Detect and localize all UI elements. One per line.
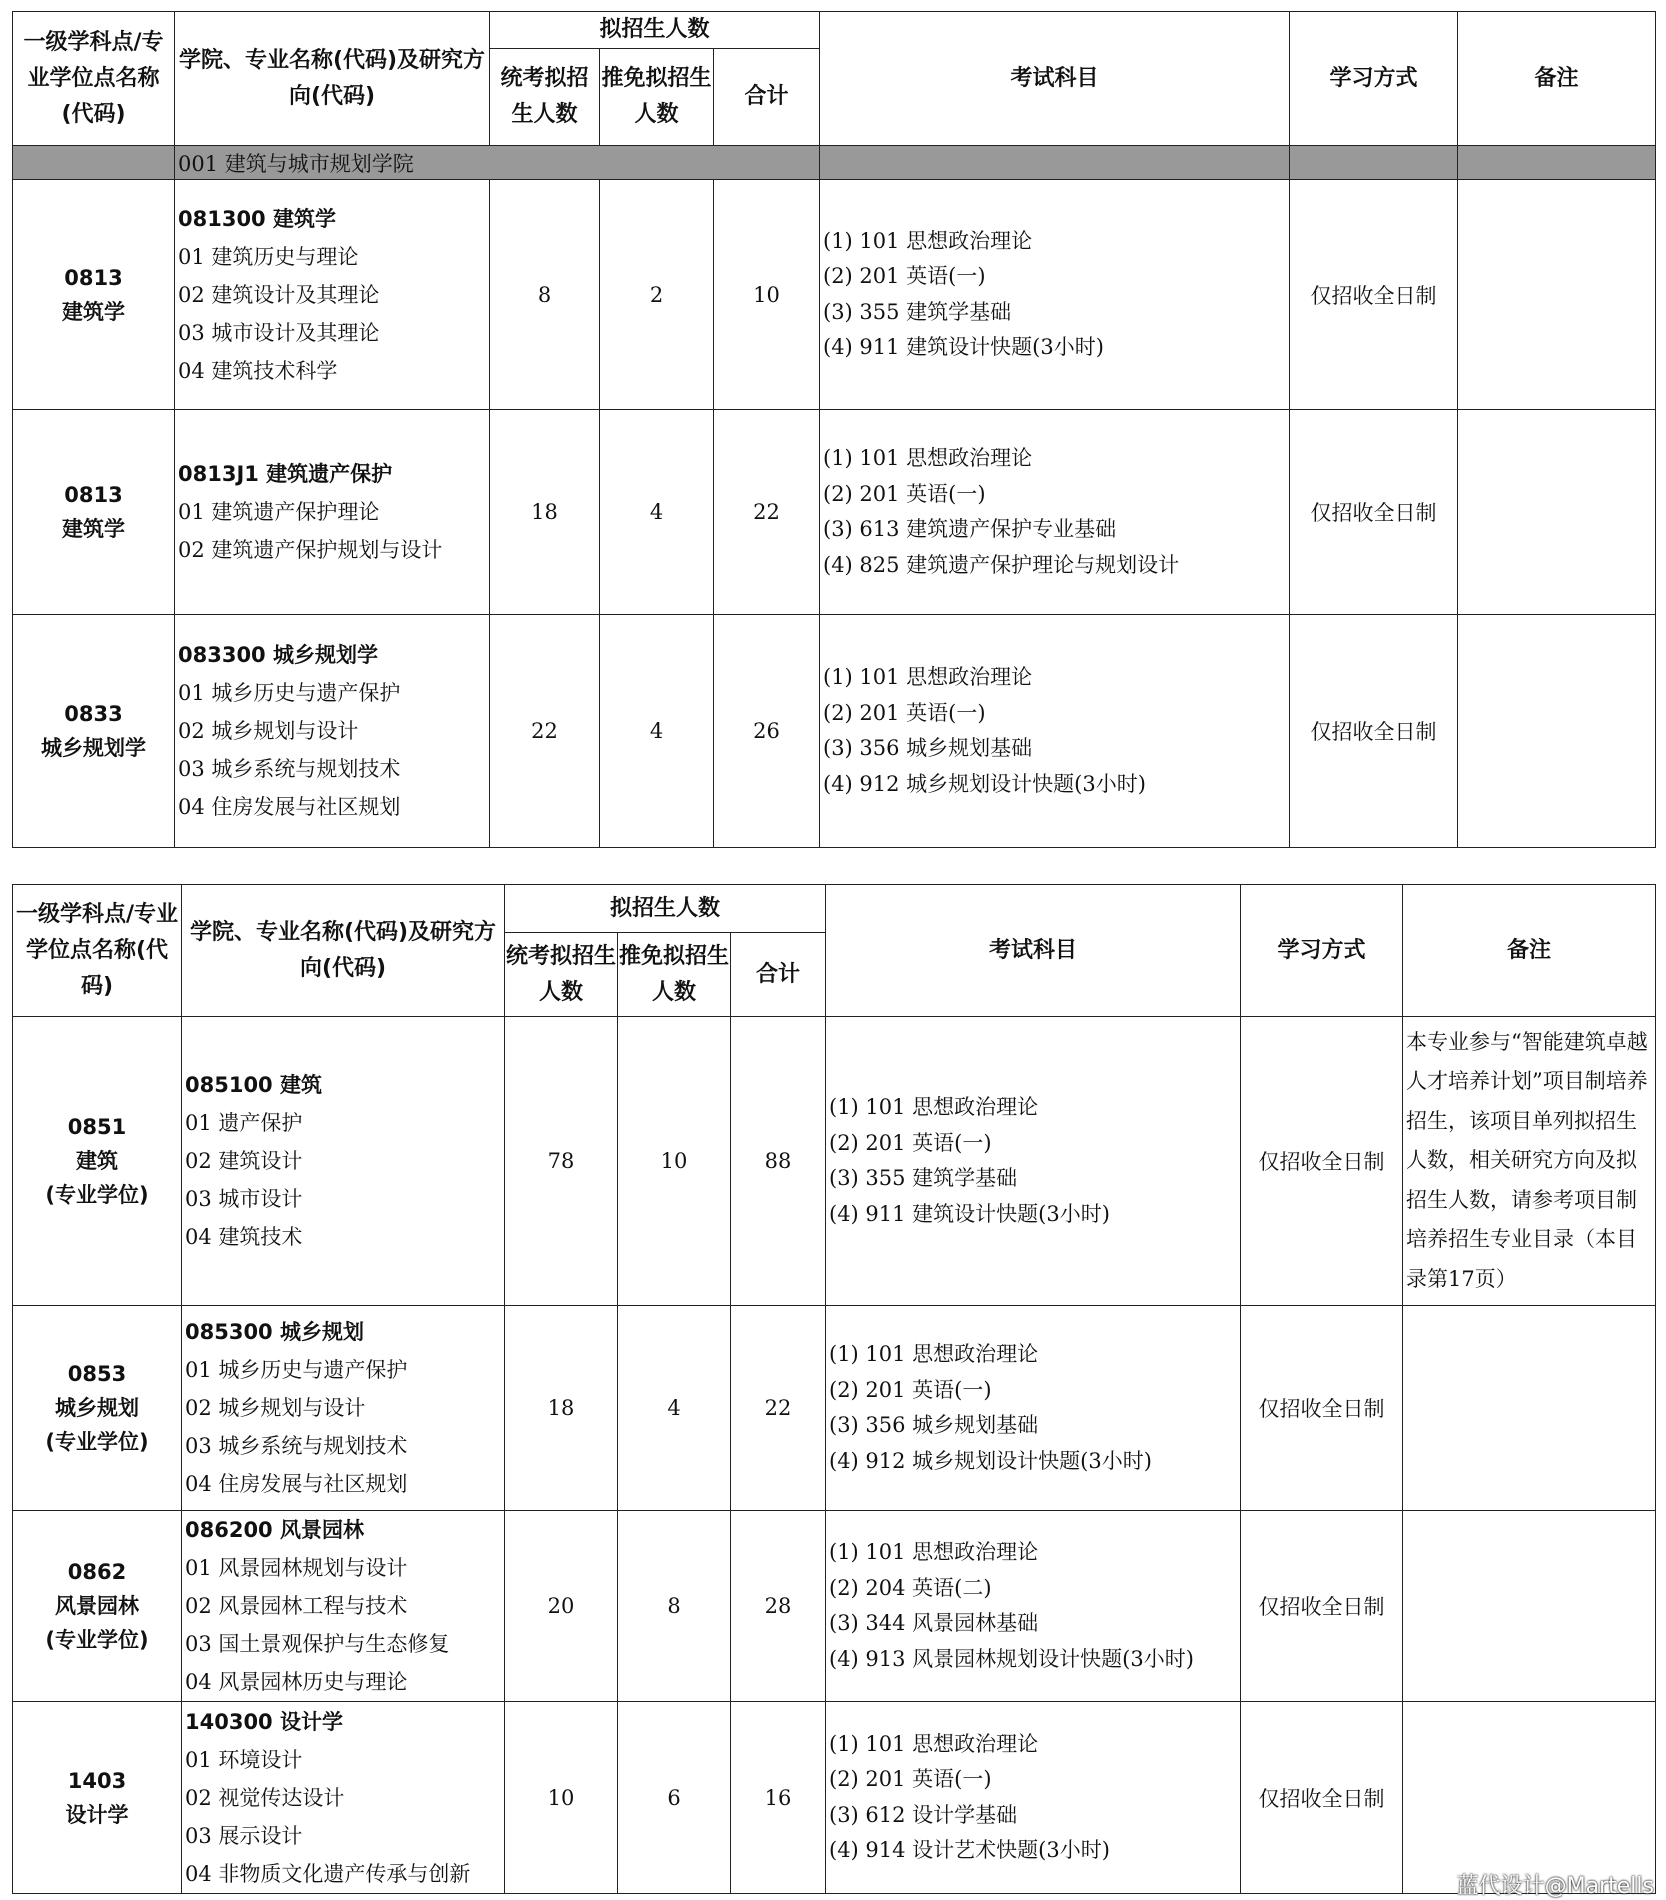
header-exam-quota: 统考拟招生人数 <box>490 49 600 146</box>
major-cell <box>175 410 490 615</box>
exempt-quota: 4 <box>618 1306 731 1511</box>
remark <box>1458 410 1656 615</box>
direction: 02 建筑设计及其理论 <box>178 282 380 307</box>
header-mode: 学习方式 <box>1290 12 1458 146</box>
direction: 04 住房发展与社区规划 <box>178 795 401 819</box>
header-subjects: 考试科目 <box>820 12 1290 146</box>
direction: 01 城乡历史与遗产保护 <box>185 1358 408 1382</box>
exempt-quota: 4 <box>600 615 714 848</box>
discipline-cell: 0851 建筑 (专业学位) <box>13 1017 182 1306</box>
discipline-cell: 0862 风景园林 (专业学位) <box>13 1511 182 1702</box>
table-row <box>13 1017 1656 1306</box>
study-mode: 仅招收全日制 <box>1241 1702 1403 1894</box>
direction: 02 建筑设计 <box>185 1149 303 1173</box>
direction: 04 住房发展与社区规划 <box>185 1472 408 1496</box>
remark: 本专业参与“智能建筑卓越人才培养计划”项目制培养招生，该项目单列拟招生人数，相关研究方向及拟招生人数，请参考项目制培养招生专业目录（本目录第17页） <box>1403 1017 1656 1306</box>
major-title: 085300 城乡规划 <box>185 1320 364 1344</box>
exam-quota: 22 <box>490 615 600 848</box>
table-row <box>13 410 1656 615</box>
direction: 04 建筑技术 <box>185 1225 303 1249</box>
header-mode: 学习方式 <box>1241 885 1403 1017</box>
direction: 02 城乡规划与设计 <box>185 1396 366 1420</box>
exempt-quota: 8 <box>618 1511 731 1702</box>
direction: 01 环境设计 <box>185 1747 303 1772</box>
header-discipline: 一级学科点/专业学位点名称(代码) <box>13 885 182 1017</box>
direction: 03 城乡系统与规划技术 <box>185 1434 408 1458</box>
exam-subjects: (1) 101 思想政治理论 (2) 201 英语(一) (3) 356 城乡规划基础 (4) 912 城乡规划设计快题(3小时) <box>820 615 1290 848</box>
header-total: 合计 <box>731 933 826 1017</box>
exempt-quota: 6 <box>618 1702 731 1894</box>
direction: 03 国土景观保护与生态修复 <box>185 1632 450 1656</box>
study-mode: 仅招收全日制 <box>1241 1511 1403 1702</box>
header-major: 学院、专业名称(代码)及研究方向(代码) <box>182 885 505 1017</box>
direction: 01 建筑遗产保护理论 <box>178 500 380 524</box>
direction: 02 风景园林工程与技术 <box>185 1594 408 1618</box>
discipline-cell: 1403 设计学 <box>13 1702 182 1894</box>
major-cell <box>182 1511 505 1702</box>
exempt-quota: 10 <box>618 1017 731 1306</box>
direction: 04 非物质文化遗产传承与创新 <box>185 1861 471 1886</box>
study-mode: 仅招收全日制 <box>1290 180 1458 410</box>
remark <box>1403 1511 1656 1702</box>
exam-quota: 20 <box>505 1511 618 1702</box>
table-row <box>13 1511 1656 1702</box>
study-mode: 仅招收全日制 <box>1241 1017 1403 1306</box>
direction: 03 展示设计 <box>185 1823 303 1848</box>
discipline-cell: 0813 建筑学 <box>13 410 175 615</box>
direction: 01 风景园林规划与设计 <box>185 1556 408 1580</box>
discipline-cell: 0813 建筑学 <box>13 180 175 410</box>
exam-subjects: (1) 101 思想政治理论 (2) 201 英语(一) (3) 355 建筑学基础 (4) 911 建筑设计快题(3小时) <box>820 180 1290 410</box>
header-note: 备注 <box>1403 885 1656 1017</box>
total-quota: 22 <box>714 410 820 615</box>
college-name: 001 建筑与城市规划学院 <box>175 146 820 180</box>
remark <box>1403 1306 1656 1511</box>
study-mode: 仅招收全日制 <box>1290 615 1458 848</box>
header-exam-quota: 统考拟招生人数 <box>505 933 618 1017</box>
direction: 04 建筑技术科学 <box>178 358 338 383</box>
admissions-table-1 <box>12 11 1656 848</box>
table-row <box>13 615 1656 848</box>
major-title: 0813J1 建筑遗产保护 <box>178 462 393 486</box>
header-discipline: 一级学科点/专业学位点名称(代码) <box>13 12 175 146</box>
direction: 04 风景园林历史与理论 <box>185 1670 408 1694</box>
discipline-cell: 0853 城乡规划 (专业学位) <box>13 1306 182 1511</box>
exam-quota: 8 <box>490 180 600 410</box>
header-total: 合计 <box>714 49 820 146</box>
header-note: 备注 <box>1458 12 1656 146</box>
total-quota: 22 <box>731 1306 826 1511</box>
major-cell <box>175 180 490 410</box>
direction: 01 建筑历史与理论 <box>178 244 359 269</box>
major-title: 086200 风景园林 <box>185 1518 364 1542</box>
exam-subjects: (1) 101 思想政治理论 (2) 201 英语(一) (3) 355 建筑学基础 (4) 911 建筑设计快题(3小时) <box>826 1017 1241 1306</box>
major-cell <box>182 1702 505 1894</box>
major-title: 081300 建筑学 <box>178 206 336 231</box>
table-row <box>13 180 1656 410</box>
exam-subjects: (1) 101 思想政治理论 (2) 201 英语(一) (3) 356 城乡规划基础 (4) 912 城乡规划设计快题(3小时) <box>826 1306 1241 1511</box>
remark <box>1458 615 1656 848</box>
exempt-quota: 4 <box>600 410 714 615</box>
header-subjects: 考试科目 <box>826 885 1241 1017</box>
total-quota: 28 <box>731 1511 826 1702</box>
admissions-table-2 <box>12 884 1656 1894</box>
header-planned: 拟招生人数 <box>490 12 820 49</box>
major-title: 083300 城乡规划学 <box>178 643 378 667</box>
exam-subjects: (1) 101 思想政治理论 (2) 201 英语(一) (3) 612 设计学基础 (4) 914 设计艺术快题(3小时) <box>826 1702 1241 1894</box>
direction: 02 建筑遗产保护规划与设计 <box>178 538 443 562</box>
header-planned: 拟招生人数 <box>505 885 826 933</box>
study-mode: 仅招收全日制 <box>1241 1306 1403 1511</box>
table-row <box>13 1702 1656 1894</box>
header-major: 学院、专业名称(代码)及研究方向(代码) <box>175 12 490 146</box>
direction: 03 城市设计 <box>185 1187 303 1211</box>
exam-quota: 10 <box>505 1702 618 1894</box>
exempt-quota: 2 <box>600 180 714 410</box>
exam-quota: 18 <box>505 1306 618 1511</box>
study-mode: 仅招收全日制 <box>1290 410 1458 615</box>
direction: 03 城乡系统与规划技术 <box>178 757 401 781</box>
table-row <box>13 1306 1656 1511</box>
direction: 02 城乡规划与设计 <box>178 719 359 743</box>
total-quota: 16 <box>731 1702 826 1894</box>
direction: 01 遗产保护 <box>185 1111 303 1135</box>
direction: 01 城乡历史与遗产保护 <box>178 681 401 705</box>
direction: 03 城市设计及其理论 <box>178 320 380 345</box>
discipline-cell: 0833 城乡规划学 <box>13 615 175 848</box>
remark <box>1458 180 1656 410</box>
exam-subjects: (1) 101 思想政治理论 (2) 201 英语(一) (3) 613 建筑遗产保护专业基础 (4) 825 建筑遗产保护理论与规划设计 <box>820 410 1290 615</box>
header-exempt-quota: 推免拟招生人数 <box>618 933 731 1017</box>
total-quota: 88 <box>731 1017 826 1306</box>
remark <box>1403 1702 1656 1894</box>
major-cell <box>182 1017 505 1306</box>
exam-subjects: (1) 101 思想政治理论 (2) 204 英语(二) (3) 344 风景园林基础 (4) 913 风景园林规划设计快题(3小时) <box>826 1511 1241 1702</box>
college-row <box>13 146 1656 180</box>
total-quota: 10 <box>714 180 820 410</box>
exam-quota: 18 <box>490 410 600 615</box>
exam-quota: 78 <box>505 1017 618 1306</box>
total-quota: 26 <box>714 615 820 848</box>
major-title: 140300 设计学 <box>185 1709 343 1734</box>
direction: 02 视觉传达设计 <box>185 1785 345 1810</box>
major-cell <box>182 1306 505 1511</box>
header-exempt-quota: 推免拟招生人数 <box>600 49 714 146</box>
watermark: 蓝代设计@Martells <box>1456 1874 1654 1899</box>
major-cell <box>175 615 490 848</box>
major-title: 085100 建筑 <box>185 1073 322 1097</box>
